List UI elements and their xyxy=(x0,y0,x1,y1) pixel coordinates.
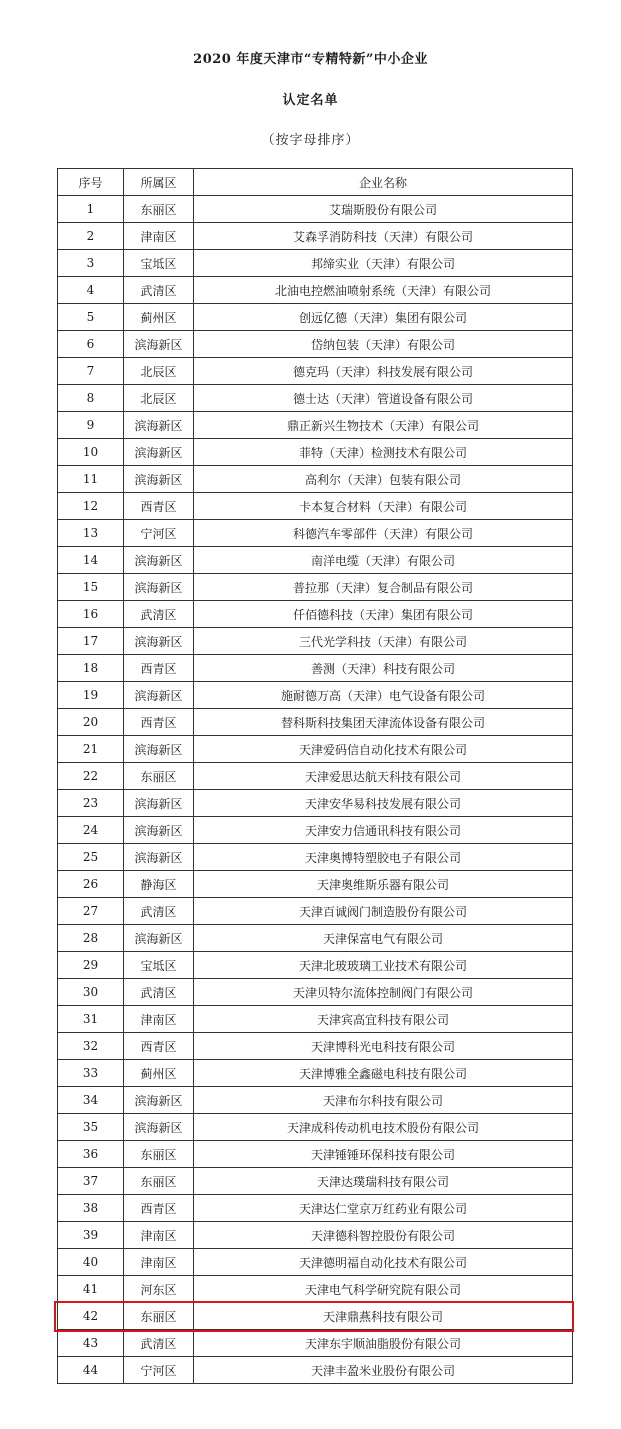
table-row xyxy=(58,574,573,601)
row-index: 21 xyxy=(58,736,124,763)
row-index: 23 xyxy=(58,790,124,817)
row-district: 北辰区 xyxy=(124,358,194,385)
table-row xyxy=(58,709,573,736)
row-company-name: 天津东宇顺油脂股份有限公司 xyxy=(194,1330,573,1357)
row-company-name: 艾瑞斯股份有限公司 xyxy=(194,196,573,223)
row-district: 津南区 xyxy=(124,1006,194,1033)
sort-note: （按字母排序） xyxy=(261,133,360,148)
row-index: 15 xyxy=(58,574,124,601)
row-company-name: 天津宾高宜科技有限公司 xyxy=(194,1006,573,1033)
row-index: 14 xyxy=(58,547,124,574)
row-company-name: 创远亿德（天津）集团有限公司 xyxy=(194,304,573,331)
row-district: 津南区 xyxy=(124,223,194,250)
row-company-name: 天津锤锤环保科技有限公司 xyxy=(194,1141,573,1168)
row-company-name: 三代光学科技（天津）有限公司 xyxy=(194,628,573,655)
row-company-name: 南洋电缆（天津）有限公司 xyxy=(194,547,573,574)
row-index: 17 xyxy=(58,628,124,655)
table-row xyxy=(58,1114,573,1141)
row-company-name: 科德汽车零部件（天津）有限公司 xyxy=(194,520,573,547)
row-index: 7 xyxy=(58,358,124,385)
row-index: 42 xyxy=(58,1303,124,1330)
table-row xyxy=(58,682,573,709)
row-company-name: 岱纳包装（天津）有限公司 xyxy=(194,331,573,358)
highlight-box-row-42 xyxy=(54,1301,574,1332)
table-row xyxy=(58,790,573,817)
row-company-name: 天津安力信通讯科技有限公司 xyxy=(194,817,573,844)
row-district: 西青区 xyxy=(124,1033,194,1060)
row-district: 武清区 xyxy=(124,979,194,1006)
row-index: 35 xyxy=(58,1114,124,1141)
table-row xyxy=(58,466,573,493)
row-index: 10 xyxy=(58,439,124,466)
row-index: 4 xyxy=(58,277,124,304)
row-index: 30 xyxy=(58,979,124,1006)
row-district: 滨海新区 xyxy=(124,682,194,709)
table-row xyxy=(58,1276,573,1303)
table-row xyxy=(58,520,573,547)
row-index: 32 xyxy=(58,1033,124,1060)
row-district: 西青区 xyxy=(124,1195,194,1222)
row-district: 武清区 xyxy=(124,277,194,304)
row-index: 36 xyxy=(58,1141,124,1168)
row-company-name: 善测（天津）科技有限公司 xyxy=(194,655,573,682)
row-company-name: 天津博科光电科技有限公司 xyxy=(194,1033,573,1060)
row-company-name: 天津达璞瑞科技有限公司 xyxy=(194,1168,573,1195)
row-company-name: 天津布尔科技有限公司 xyxy=(194,1087,573,1114)
row-company-name: 天津保富电气有限公司 xyxy=(194,925,573,952)
row-district: 滨海新区 xyxy=(124,412,194,439)
table-row xyxy=(58,1060,573,1087)
row-district: 宝坻区 xyxy=(124,250,194,277)
table-row xyxy=(58,655,573,682)
row-district: 东丽区 xyxy=(124,196,194,223)
row-district: 滨海新区 xyxy=(124,844,194,871)
row-index: 40 xyxy=(58,1249,124,1276)
row-district: 东丽区 xyxy=(124,763,194,790)
row-district: 东丽区 xyxy=(124,1168,194,1195)
row-index: 18 xyxy=(58,655,124,682)
row-district: 滨海新区 xyxy=(124,466,194,493)
row-index: 9 xyxy=(58,412,124,439)
row-company-name: 天津爱码信自动化技术有限公司 xyxy=(194,736,573,763)
row-index: 1 xyxy=(58,196,124,223)
row-district: 滨海新区 xyxy=(124,817,194,844)
row-company-name: 高利尔（天津）包装有限公司 xyxy=(194,466,573,493)
column-header-index: 序号 xyxy=(58,169,124,196)
row-index: 39 xyxy=(58,1222,124,1249)
row-district: 蓟州区 xyxy=(124,1060,194,1087)
row-company-name: 卡本复合材料（天津）有限公司 xyxy=(194,493,573,520)
row-district: 河东区 xyxy=(124,1276,194,1303)
row-index: 22 xyxy=(58,763,124,790)
row-district: 东丽区 xyxy=(124,1303,194,1330)
row-index: 38 xyxy=(58,1195,124,1222)
row-index: 12 xyxy=(58,493,124,520)
row-company-name: 德克玛（天津）科技发展有限公司 xyxy=(194,358,573,385)
row-district: 宁河区 xyxy=(124,520,194,547)
table-row xyxy=(58,385,573,412)
table-row xyxy=(58,358,573,385)
row-company-name: 德士达（天津）管道设备有限公司 xyxy=(194,385,573,412)
row-district: 西青区 xyxy=(124,493,194,520)
row-index: 33 xyxy=(58,1060,124,1087)
row-company-name: 天津德科智控股份有限公司 xyxy=(194,1222,573,1249)
row-company-name: 天津爱思达航天科技有限公司 xyxy=(194,763,573,790)
table-row xyxy=(58,1006,573,1033)
document-title: 2020 年度天津市“专精特新”中小企业 xyxy=(193,52,428,67)
table-row xyxy=(58,844,573,871)
table-row xyxy=(58,817,573,844)
row-index: 37 xyxy=(58,1168,124,1195)
row-district: 武清区 xyxy=(124,1330,194,1357)
row-company-name: 艾森孚消防科技（天津）有限公司 xyxy=(194,223,573,250)
row-district: 西青区 xyxy=(124,709,194,736)
row-district: 滨海新区 xyxy=(124,628,194,655)
table-row xyxy=(58,1087,573,1114)
row-index: 8 xyxy=(58,385,124,412)
table-row xyxy=(58,1141,573,1168)
row-index: 3 xyxy=(58,250,124,277)
row-index: 25 xyxy=(58,844,124,871)
row-index: 26 xyxy=(58,871,124,898)
table-row xyxy=(58,223,573,250)
table-row xyxy=(58,439,573,466)
row-district: 北辰区 xyxy=(124,385,194,412)
table-row xyxy=(58,493,573,520)
row-district: 西青区 xyxy=(124,655,194,682)
row-index: 5 xyxy=(58,304,124,331)
row-district: 滨海新区 xyxy=(124,1114,194,1141)
row-company-name: 天津安华易科技发展有限公司 xyxy=(194,790,573,817)
table-header-row xyxy=(58,169,573,196)
table-row xyxy=(58,1249,573,1276)
table-row xyxy=(58,925,573,952)
column-header-company: 企业名称 xyxy=(194,169,573,196)
row-company-name: 天津丰盈米业股份有限公司 xyxy=(194,1357,573,1384)
row-company-name: 天津成科传动机电技术股份有限公司 xyxy=(194,1114,573,1141)
row-district: 津南区 xyxy=(124,1249,194,1276)
row-company-name: 天津德明福自动化技术有限公司 xyxy=(194,1249,573,1276)
row-index: 41 xyxy=(58,1276,124,1303)
row-district: 武清区 xyxy=(124,898,194,925)
row-district: 东丽区 xyxy=(124,1141,194,1168)
row-company-name: 仟佰德科技（天津）集团有限公司 xyxy=(194,601,573,628)
row-company-name: 天津达仁堂京万红药业有限公司 xyxy=(194,1195,573,1222)
row-district: 滨海新区 xyxy=(124,925,194,952)
row-company-name: 普拉那（天津）复合制品有限公司 xyxy=(194,574,573,601)
row-company-name: 天津百诚阀门制造股份有限公司 xyxy=(194,898,573,925)
row-district: 滨海新区 xyxy=(124,790,194,817)
row-district: 滨海新区 xyxy=(124,547,194,574)
table-body xyxy=(58,196,573,1384)
row-company-name: 施耐德万高（天津）电气设备有限公司 xyxy=(194,682,573,709)
row-company-name: 天津鼎燕科技有限公司 xyxy=(194,1303,573,1330)
row-index: 16 xyxy=(58,601,124,628)
row-district: 武清区 xyxy=(124,601,194,628)
table-row xyxy=(58,412,573,439)
company-list-table xyxy=(57,168,573,1384)
table-row xyxy=(58,196,573,223)
column-header-district: 所属区 xyxy=(124,169,194,196)
table-row xyxy=(58,763,573,790)
row-index: 2 xyxy=(58,223,124,250)
document-subtitle: 认定名单 xyxy=(282,93,339,108)
table-row xyxy=(58,250,573,277)
row-company-name: 天津奥博特塑胶电子有限公司 xyxy=(194,844,573,871)
row-company-name: 天津贝特尔流体控制阀门有限公司 xyxy=(194,979,573,1006)
row-company-name: 天津北玻玻璃工业技术有限公司 xyxy=(194,952,573,979)
row-company-name: 北油电控燃油喷射系统（天津）有限公司 xyxy=(194,277,573,304)
row-company-name: 天津博雅全鑫磁电科技有限公司 xyxy=(194,1060,573,1087)
table-row xyxy=(58,331,573,358)
table-row xyxy=(58,898,573,925)
table-row xyxy=(58,547,573,574)
row-index: 44 xyxy=(58,1357,124,1384)
row-index: 31 xyxy=(58,1006,124,1033)
table-row xyxy=(58,1195,573,1222)
row-district: 蓟州区 xyxy=(124,304,194,331)
table-row xyxy=(58,601,573,628)
table-row xyxy=(58,1033,573,1060)
table-row xyxy=(58,1357,573,1384)
table-row xyxy=(58,1330,573,1357)
row-district: 宁河区 xyxy=(124,1357,194,1384)
row-district: 滨海新区 xyxy=(124,439,194,466)
row-index: 24 xyxy=(58,817,124,844)
table-row xyxy=(58,736,573,763)
row-company-name: 天津电气科学研究院有限公司 xyxy=(194,1276,573,1303)
table-row xyxy=(58,871,573,898)
row-index: 43 xyxy=(58,1330,124,1357)
row-company-name: 天津奥维斯乐器有限公司 xyxy=(194,871,573,898)
row-index: 34 xyxy=(58,1087,124,1114)
row-company-name: 替科斯科技集团天津流体设备有限公司 xyxy=(194,709,573,736)
row-company-name: 鼎正新兴生物技术（天津）有限公司 xyxy=(194,412,573,439)
row-district: 滨海新区 xyxy=(124,1087,194,1114)
row-district: 宝坻区 xyxy=(124,952,194,979)
row-index: 29 xyxy=(58,952,124,979)
row-index: 6 xyxy=(58,331,124,358)
row-index: 20 xyxy=(58,709,124,736)
table-row xyxy=(58,1168,573,1195)
row-district: 滨海新区 xyxy=(124,574,194,601)
table-row xyxy=(58,979,573,1006)
row-index: 11 xyxy=(58,466,124,493)
row-district: 滨海新区 xyxy=(124,736,194,763)
row-company-name: 邦缔实业（天津）有限公司 xyxy=(194,250,573,277)
row-district: 静海区 xyxy=(124,871,194,898)
row-index: 13 xyxy=(58,520,124,547)
row-district: 滨海新区 xyxy=(124,331,194,358)
row-company-name: 菲特（天津）检测技术有限公司 xyxy=(194,439,573,466)
table-row xyxy=(58,277,573,304)
table-row xyxy=(58,628,573,655)
row-district: 津南区 xyxy=(124,1222,194,1249)
table-row xyxy=(58,952,573,979)
row-index: 27 xyxy=(58,898,124,925)
table-row xyxy=(58,304,573,331)
row-index: 28 xyxy=(58,925,124,952)
table-row xyxy=(58,1222,573,1249)
row-index: 19 xyxy=(58,682,124,709)
